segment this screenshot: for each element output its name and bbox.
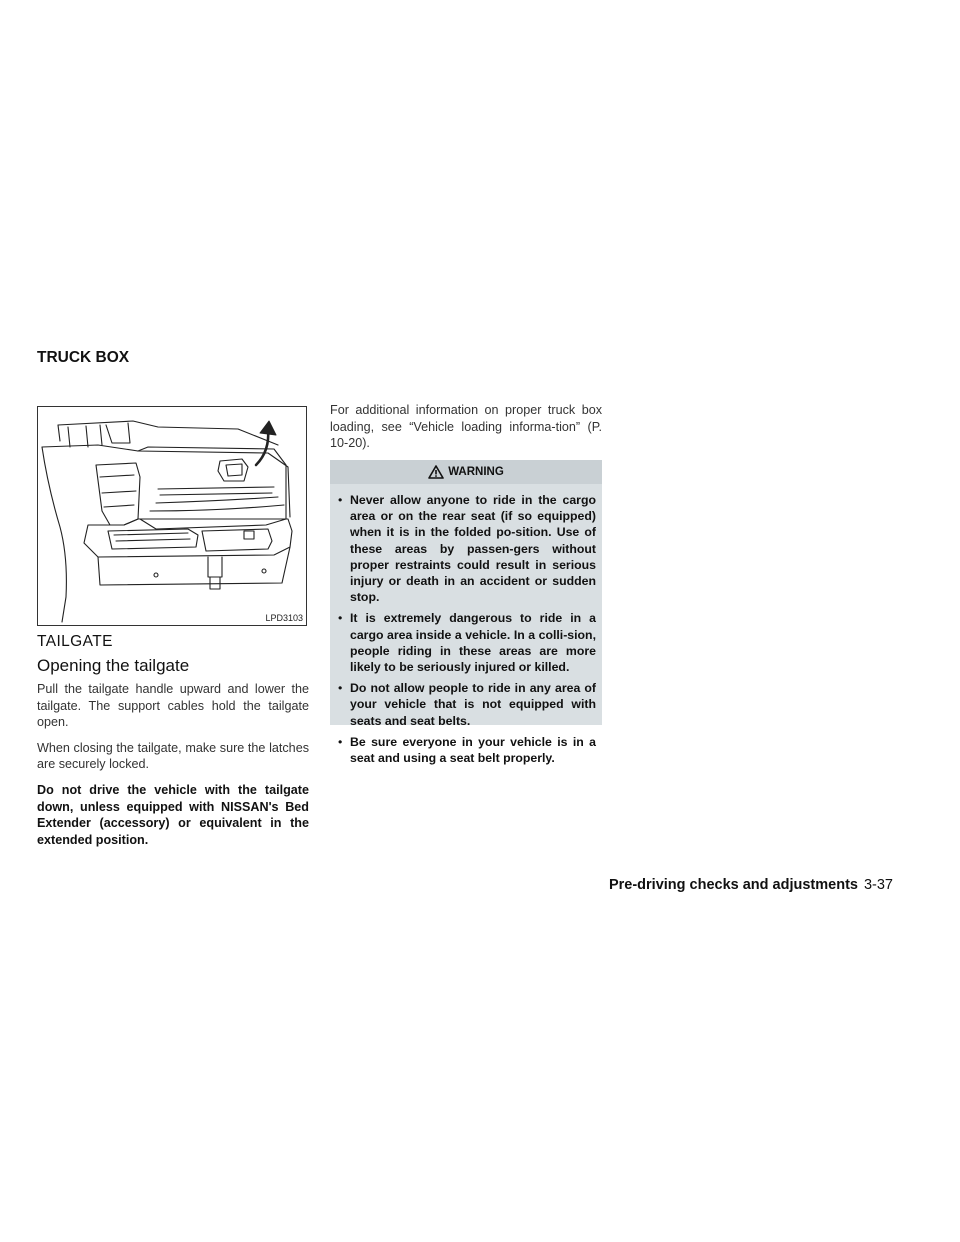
bullet-icon: • — [338, 611, 343, 626]
tailgate-figure — [37, 406, 307, 626]
warning-item-text: Do not allow people to ride in any area of your vehicle that is not equipped with seats and seat belts. — [350, 681, 596, 728]
warning-item — [336, 680, 596, 729]
page-footer — [609, 877, 893, 893]
bullet-icon: • — [338, 493, 343, 507]
paragraph-closing: When closing the tailgate, make sure the latches are securely locked. — [37, 740, 309, 772]
right-column-intro: For additional information on proper truck box loading, see “Vehicle loading informa-tion” (P. 10-20). — [330, 403, 602, 451]
warning-item — [336, 610, 596, 675]
heading-opening-tailgate: Opening the tailgate — [37, 656, 190, 675]
warning-item-text: Be sure everyone in your vehicle is in a seat and using a seat belt properly. — [350, 734, 596, 766]
warning-item — [336, 734, 596, 766]
figure-code: LPD3103 — [265, 613, 303, 623]
heading-tailgate: TAILGATE — [37, 633, 113, 650]
paragraph-bold-caution: Do not drive the vehicle with the tailgate down, unless equipped with NISSAN's Bed Extender (accessory) or equivalent in the extended position. — [37, 782, 309, 847]
paragraph-pull-handle: Pull the tailgate handle upward and lower the tailgate. The support cables hold the tailgate open. — [37, 682, 309, 730]
warning-triangle-icon — [428, 465, 444, 479]
warning-box — [330, 460, 602, 766]
warning-item-text: Never allow anyone to ride in the cargo area or on the rear seat (if so equipped) when it is in the folded po-sition. Use of these areas by passen-gers without proper restraints could result in serious injury or death in an accident or sudden stop. — [350, 493, 596, 605]
warning-item-text: It is extremely dangerous to ride in a cargo area inside a vehicle. In a colli-sion, people riding in these areas are more likely to be seriously injured or killed. — [350, 611, 596, 675]
footer-page-number: 3-37 — [863, 877, 893, 893]
footer-chapter: Pre-driving checks and adjustments — [608, 877, 858, 893]
bullet-icon: • — [338, 734, 343, 749]
warning-list — [330, 484, 602, 766]
warning-title-bar — [330, 460, 602, 484]
bullet-icon: • — [338, 681, 343, 696]
warning-title: WARNING — [448, 466, 504, 478]
section-header: TRUCK BOX — [37, 349, 130, 366]
warning-item — [336, 492, 596, 605]
tailgate-illustration — [38, 407, 307, 626]
left-column-text — [37, 681, 309, 857]
